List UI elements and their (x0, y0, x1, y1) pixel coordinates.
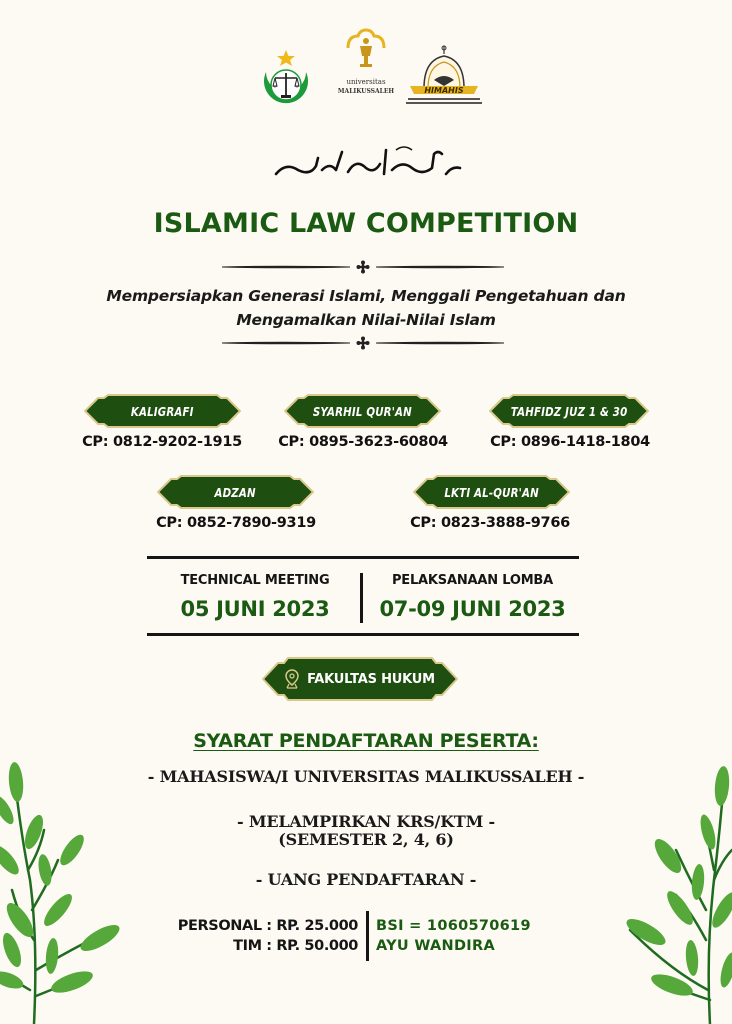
requirement-item: - MAHASISWA/I UNIVERSITAS MALIKUSSALEH - (147, 767, 585, 786)
svg-text:universitas: universitas (346, 78, 386, 86)
basmala-icon (256, 140, 476, 188)
location-label: FAKULTAS HUKUM (307, 671, 435, 687)
contact-phone: CP: 0823-3888-9766 (410, 515, 570, 531)
competition-badge-lkti-alquran (413, 475, 570, 509)
cross-ornament-icon (357, 337, 370, 350)
logo-bar (0, 28, 732, 118)
leaf-branch-left-icon (0, 760, 130, 1024)
competition-badge-syarhil-quran (284, 394, 441, 428)
contact-phone: CP: 0852-7890-9319 (156, 515, 316, 531)
account-name: AYU WANDIRA (376, 938, 495, 954)
requirements-title: SYARAT PENDAFTARAN PESERTA: (193, 730, 539, 752)
contact-phone: CP: 0895-3623-60804 (278, 434, 448, 450)
technical-meeting-label: TECHNICAL MEETING (180, 573, 330, 588)
schedule-bottom-rule (147, 633, 579, 636)
competition-badge-kaligrafi (84, 394, 241, 428)
bank-account: BSI = 1060570619 (376, 918, 531, 934)
requirement-item: (SEMESTER 2, 4, 6) (278, 830, 454, 849)
tagline-line-2: Mengamalkan Nilai-Nilai Islam (236, 311, 496, 329)
ornamental-divider (222, 260, 504, 274)
page-title: ISLAMIC LAW COMPETITION (153, 208, 579, 239)
badge-label: SYARHIL QUR'AN (312, 403, 413, 419)
cross-ornament-icon (357, 261, 370, 274)
fee-team: TIM : RP. 50.000 (233, 938, 358, 954)
schedule-top-rule (147, 556, 579, 559)
requirement-item: - MELAMPIRKAN KRS/KTM - (237, 812, 495, 831)
requirement-item: - UANG PENDAFTARAN - (255, 870, 477, 889)
universitas-malikussaleh-logo (338, 28, 394, 98)
ornamental-divider (222, 336, 504, 350)
pelaksanaan-label: PELAKSANAAN LOMBA (391, 573, 554, 588)
map-pin-icon (285, 669, 299, 689)
fee-amounts (150, 916, 358, 956)
technical-meeting-date: 05 JUNI 2023 (180, 597, 330, 621)
competition-badge-adzan (157, 475, 314, 509)
leaf-branch-right-icon (610, 760, 732, 1024)
badge-label: TAHFIDZ JUZ 1 & 30 (510, 403, 628, 419)
payment-info (376, 916, 596, 956)
fakultas-hukum-logo (258, 48, 314, 110)
badge-label: KALIGRAFI (131, 403, 194, 419)
schedule-separator (360, 573, 363, 623)
badge-label: ADZAN (214, 484, 257, 500)
himahis-logo (402, 42, 486, 112)
svg-text:HIMAHIS: HIMAHIS (424, 86, 464, 95)
tagline-line-1: Mempersiapkan Generasi Islami, Menggali Pengetahuan dan (106, 287, 626, 305)
contact-phone: CP: 0812-9202-1915 (82, 434, 242, 450)
contact-phone: CP: 0896-1418-1804 (490, 434, 650, 450)
badge-label: LKTI AL-QUR'AN (444, 484, 539, 500)
fee-separator (366, 911, 369, 961)
location-badge (262, 657, 458, 701)
tagline (0, 284, 732, 332)
svg-text:MALIKUSSALEH: MALIKUSSALEH (338, 88, 394, 95)
pelaksanaan-date: 07-09 JUNI 2023 (379, 597, 566, 621)
competition-badge-tahfidz (489, 394, 649, 428)
fee-personal: PERSONAL : RP. 25.000 (177, 918, 358, 934)
basmala-calligraphy (0, 140, 732, 192)
